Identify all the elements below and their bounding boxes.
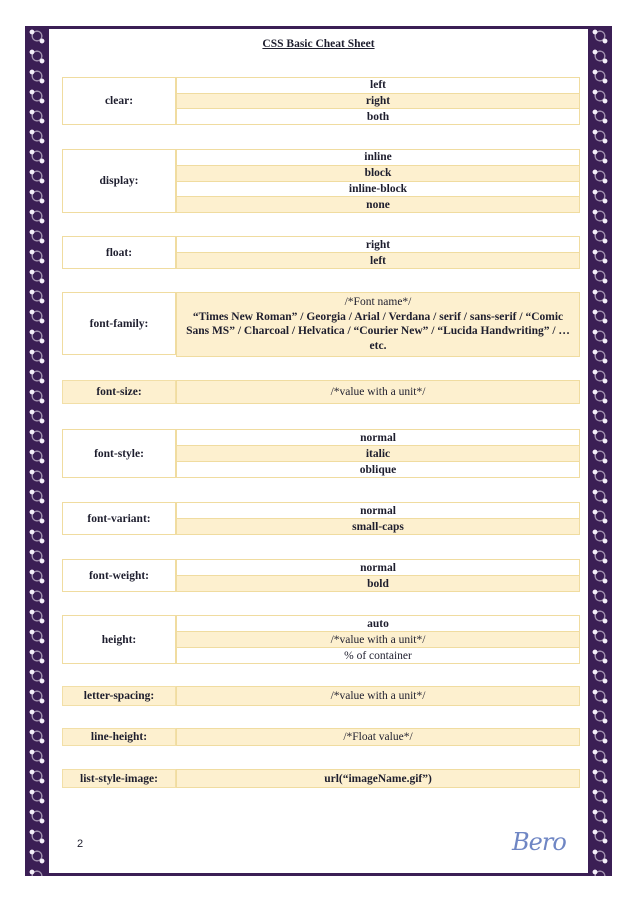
property-values xyxy=(176,292,580,355)
property-name: letter-spacing: xyxy=(62,686,176,706)
value-cell: /*value with a unit*/ xyxy=(176,632,580,648)
value-comment: /*Font name*/ xyxy=(344,296,412,308)
value-cell: auto xyxy=(176,615,580,632)
value-cell: url(“imageName.gif”) xyxy=(176,769,580,788)
property-name: font-style: xyxy=(62,429,176,478)
property-name: list-style-image: xyxy=(62,769,176,788)
value-cell: inline-block xyxy=(176,182,580,198)
table-row-font-style xyxy=(62,429,580,478)
table-row-float xyxy=(62,236,580,269)
table-row-letter-spacing xyxy=(62,686,580,706)
page-number: 2 xyxy=(77,838,84,850)
property-values xyxy=(176,236,580,269)
table-row-font-family xyxy=(62,292,580,355)
value-cell: none xyxy=(176,197,580,213)
property-values xyxy=(176,380,580,404)
value-cell: both xyxy=(176,109,580,125)
value-cell: normal xyxy=(176,559,580,576)
value-cell: /*value with a unit*/ xyxy=(176,380,580,404)
property-name: float: xyxy=(62,236,176,269)
property-values xyxy=(176,769,580,788)
property-values xyxy=(176,502,580,535)
page-title: CSS Basic Cheat Sheet xyxy=(262,38,375,50)
property-name: display: xyxy=(62,149,176,213)
property-values xyxy=(176,686,580,706)
property-name: clear: xyxy=(62,77,176,125)
property-values xyxy=(176,429,580,478)
table-row-font-variant xyxy=(62,502,580,535)
value-font-list: “Times New Roman” / Georgia / Arial / Verdana / serif / sans-serif / “Comic Sans MS” / Charcoal / Helvatica / “Courier New” / “Lucida Handwriting” / …etc. xyxy=(186,310,570,353)
property-values xyxy=(176,559,580,592)
value-cell: /*value with a unit*/ xyxy=(176,686,580,706)
value-cell: normal xyxy=(176,502,580,519)
property-values xyxy=(176,149,580,213)
property-values xyxy=(176,615,580,664)
value-cell xyxy=(176,292,580,357)
value-cell: bold xyxy=(176,576,580,592)
value-cell: left xyxy=(176,77,580,94)
value-cell: inline xyxy=(176,149,580,166)
value-cell: right xyxy=(176,94,580,110)
value-cell: left xyxy=(176,253,580,269)
table-row-display xyxy=(62,149,580,213)
table-row-font-weight xyxy=(62,559,580,592)
value-cell: % of container xyxy=(176,648,580,664)
property-values xyxy=(176,77,580,125)
value-cell: italic xyxy=(176,446,580,462)
value-cell: normal xyxy=(176,429,580,446)
table-row-list-style-image xyxy=(62,769,580,788)
table-row-clear xyxy=(62,77,580,125)
value-cell: block xyxy=(176,166,580,182)
property-name: height: xyxy=(62,615,176,664)
value-cell: oblique xyxy=(176,462,580,478)
property-name: font-family: xyxy=(62,292,176,355)
decorative-border-right xyxy=(588,26,612,876)
value-cell: small-caps xyxy=(176,519,580,535)
author-signature-logo: Bero xyxy=(512,828,566,856)
property-name: font-size: xyxy=(62,380,176,404)
value-cell: right xyxy=(176,236,580,253)
table-row-line-height xyxy=(62,728,580,746)
property-name: line-height: xyxy=(62,728,176,746)
property-values xyxy=(176,728,580,746)
value-cell: /*Float value*/ xyxy=(176,728,580,746)
property-name: font-variant: xyxy=(62,502,176,535)
decorative-border-left xyxy=(25,26,49,876)
table-row-height xyxy=(62,615,580,664)
table-row-font-size xyxy=(62,380,580,404)
property-name: font-weight: xyxy=(62,559,176,592)
